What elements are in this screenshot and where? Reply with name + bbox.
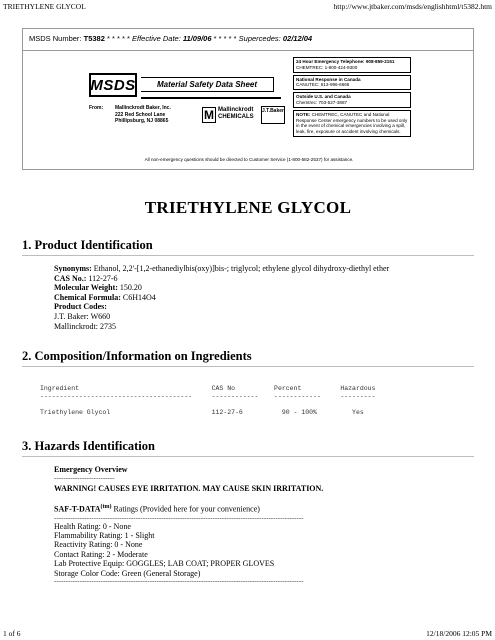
jtbaker-logo xyxy=(261,106,285,124)
product-codes-label: Product Codes: xyxy=(54,302,107,312)
phone-text: CANUTEC: 613-996-6666 xyxy=(296,82,350,88)
msds-logo: MSDS xyxy=(89,73,137,97)
synonyms-value: Ethanol, 2,2'-[1,2-ethanediylbis(oxy)]bis-; triglycol; ethylene glycol dihydroxy-diethyl ether xyxy=(93,264,390,273)
mallinckrodt-wordmark xyxy=(218,107,258,121)
trademark: (tm) xyxy=(100,504,112,511)
msds-number: T5382 xyxy=(83,34,105,43)
jtbaker-wordmark: J.T.Baker xyxy=(262,108,284,114)
synonyms-label: Synonyms: xyxy=(54,264,92,273)
emergency-note-block xyxy=(293,110,411,137)
msds-number-line xyxy=(22,28,474,50)
table-header: Ingredient CAS No Percent Hazardous xyxy=(40,385,376,393)
table-row: Triethylene Glycol 112-27-6 90 - 100% Yes xyxy=(40,409,364,417)
rating-line: Health Rating: 0 - None xyxy=(54,521,131,531)
from-label: From: xyxy=(89,105,104,111)
supercedes-label: Supercedes: xyxy=(238,34,281,43)
msds-banner-title: Material Safety Data Sheet xyxy=(141,77,274,92)
page-count: 1 of 6 xyxy=(3,629,21,638)
msds-number-label: MSDS Number: xyxy=(29,34,82,43)
cas-value: 112-27-6 xyxy=(88,273,118,283)
note-label: NOTE: xyxy=(296,111,311,117)
phone-text: Chemtrec: 703-527-3887 xyxy=(296,99,348,105)
divider: ----------------------------------------------------------------------------------------------------------- xyxy=(54,578,304,586)
page-title: TRIETHYLENE GLYCOL xyxy=(144,198,352,217)
product-code: J.T. Baker: W660 xyxy=(54,311,111,321)
separator-stars: * * * * * xyxy=(213,34,237,43)
msds-document xyxy=(22,28,474,585)
section-heading: 2. Composition/Information on Ingredients xyxy=(22,349,474,367)
divider: ----------------------------------------------------------------------------------------------------------- xyxy=(54,514,304,522)
section-product-identification xyxy=(22,238,474,331)
molecular-weight-value: 150.20 xyxy=(119,283,142,293)
rating-line: Storage Color Code: Green (General Storage) xyxy=(54,568,201,578)
phone-text: CHEMTREC: 1-800-424-9300 xyxy=(296,64,358,70)
address-line: Mallinckrodt Baker, Inc. xyxy=(115,105,171,111)
rating-line: Flammability Rating: 1 - Slight xyxy=(54,531,155,540)
molecular-weight-label: Molecular Weight: xyxy=(54,283,118,293)
browser-header xyxy=(0,0,495,14)
effective-date-label: Effective Date: xyxy=(132,34,181,43)
section-hazards xyxy=(22,439,474,585)
product-code: Mallinckrodt: 2735 xyxy=(54,321,116,331)
emergency-phone-block xyxy=(293,57,411,73)
ingredients-table xyxy=(22,385,474,417)
mallinckrodt-logo-icon: M xyxy=(204,108,214,122)
browser-footer xyxy=(0,627,495,640)
warning-text: WARNING! CAUSES EYE IRRITATION. MAY CAUSE SKIN IRRITATION. xyxy=(54,483,324,493)
msds-banner xyxy=(22,50,474,170)
phone-heading: National Response in Canada xyxy=(296,76,361,82)
banner-divider xyxy=(141,97,281,99)
browser-page-title: TRIETHYLENE GLYCOL xyxy=(3,2,86,11)
supercedes-date: 02/12/04 xyxy=(282,34,313,43)
rating-line: Contact Rating: 2 - Moderate xyxy=(54,549,148,559)
table-rule: --------------------------------------- ------------ ------------ --------- xyxy=(40,393,376,401)
rating-line: Lab Protective Equip: GOGGLES; LAB COAT; PROPER GLOVES xyxy=(54,559,275,569)
section-heading: 3. Hazards Identification xyxy=(22,439,474,457)
emergency-phone-block xyxy=(293,92,411,108)
print-datetime: 12/18/2006 12:05 PM xyxy=(426,629,492,638)
saf-text: Ratings (Provided here for your convenience) xyxy=(111,505,260,514)
rating-line: Reactivity Rating: 0 - None xyxy=(54,540,143,550)
saf-t-data-heading xyxy=(54,503,474,514)
emergency-overview-label: Emergency Overview xyxy=(54,465,128,475)
saf-label: SAF-T-DATA xyxy=(54,505,101,514)
section-heading: 1. Product Identification xyxy=(22,238,474,256)
phone-heading: 24 Hour Emergency Telephone: 908-859-2151 xyxy=(296,59,395,64)
cas-label: CAS No.: xyxy=(54,273,87,283)
address-line: 222 Red School Lane xyxy=(115,111,166,118)
wordmark-line: Mallinckrodt xyxy=(218,107,254,113)
note-text: CHEMTREC, CANUTEC and National Response Center emergency numbers to be used only in the event of chemical emergencies involving a spill, leak, fire, exposure or accident involving chemicals. xyxy=(296,111,408,135)
address-line: Phillipsburg, NJ 08865 xyxy=(115,118,169,124)
section-composition xyxy=(22,349,474,417)
wordmark-line: CHEMICALS xyxy=(218,114,254,120)
customer-service-note: All non-emergency questions should be directed to Customer Service (1-800-582-2537) for assistance. xyxy=(144,157,354,162)
browser-url[interactable]: http://www.jtbaker.com/msds/englishhtml/t5382.htm xyxy=(333,2,492,11)
emergency-phone-block xyxy=(293,75,411,91)
effective-date: 11/09/06 xyxy=(182,34,212,43)
formula-value: C6H14O4 xyxy=(122,292,156,302)
divider: -------------------------- xyxy=(54,474,115,482)
separator-stars: * * * * * xyxy=(106,34,130,43)
emergency-phones xyxy=(293,57,411,139)
phone-heading: Outside U.S. and Canada xyxy=(296,94,351,100)
formula-label: Chemical Formula: xyxy=(54,292,121,302)
